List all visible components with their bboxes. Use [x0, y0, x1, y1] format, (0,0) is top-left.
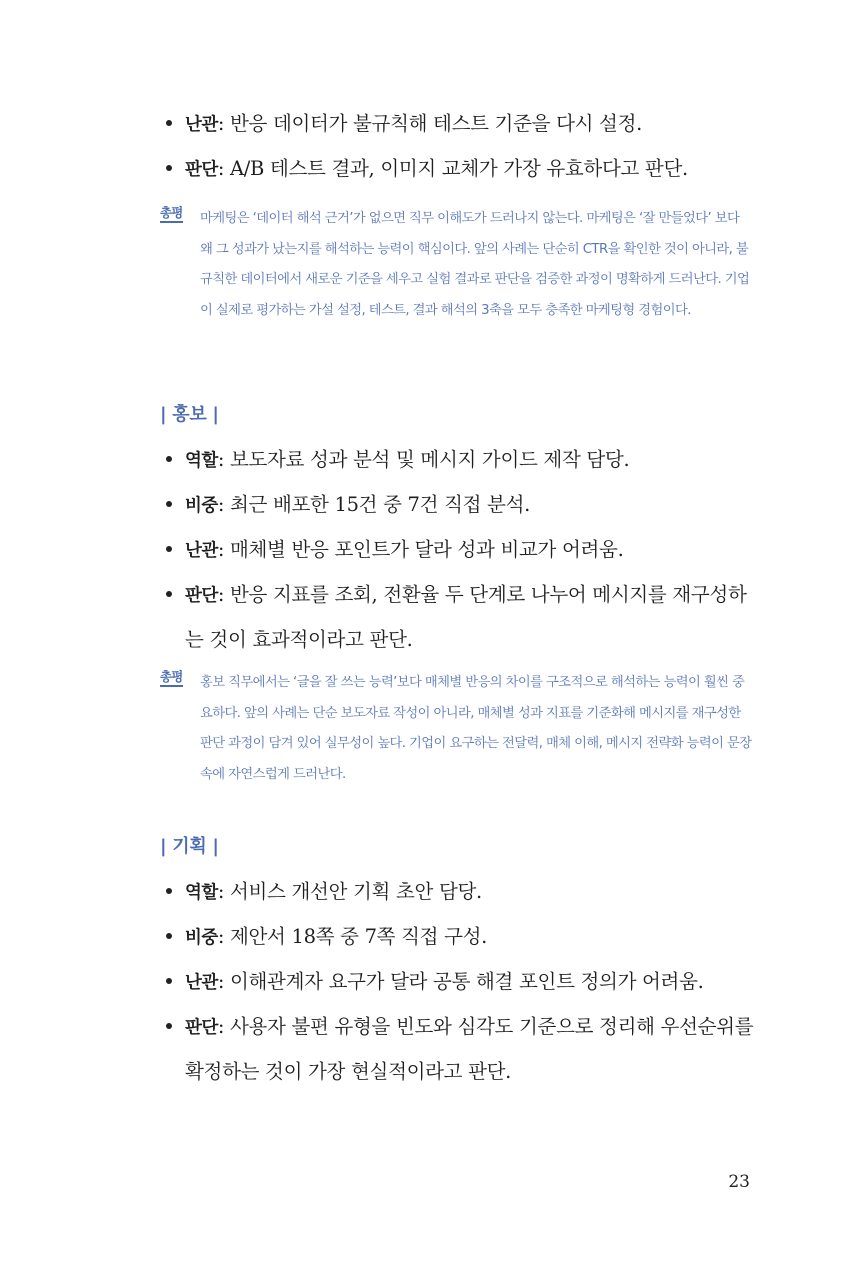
bullet-list-marketing: [163, 102, 763, 192]
bullet-item: [163, 483, 763, 528]
bullet-list-plan: [163, 870, 763, 1093]
section-heading-plan: | 기획 |: [160, 836, 219, 857]
review-text: 마케팅은 ‘데이터 해석 근거’가 없으면 직무 이해도가 드러나지 않는다. 마케팅은 ‘잘 만들었다’ 보다 왜 그 성과가 났는지를 해석하는 능력이 핵심이다. 앞의 사례는 단순히 CTR을 확인한 것이 아니라, 불규칙한 데이터에서 새로운 기준을 세우고 실험 결과로 판단을 검증한 과정이 명확하게 드러난다. 기업이 실제로 평가하는 가설 설정, 테스트, 결과 해석의 3축을 모두 충족한 마케팅형 경험이다.: [200, 211, 750, 318]
bullet-text: : A/B 테스트 결과, 이미지 교체가 가장 유효하다고 판단.: [217, 157, 688, 180]
bullet-text: : 매체별 반응 포인트가 달라 성과 비교가 어려움.: [217, 538, 624, 561]
review-box-marketing: [160, 204, 755, 326]
bullet-dot: [166, 978, 172, 984]
bullet-item: [163, 870, 763, 915]
bullet-dot: [166, 888, 172, 894]
review-tag: 총평: [160, 670, 183, 687]
bullet-text: : 제안서 18쪽 중 7쪽 직접 구성.: [217, 925, 488, 948]
section-title: 기획: [172, 836, 207, 857]
bullet-text: : 보도자료 성과 분석 및 메시지 가이드 제작 담당.: [217, 448, 630, 471]
bullet-label: 비중: [185, 496, 218, 516]
bullet-label: 역할: [185, 883, 218, 903]
bullet-label: 비중: [185, 928, 218, 948]
bullet-list-pr: [163, 438, 763, 661]
bullet-item: [163, 573, 763, 661]
section-heading-pr: | 홍보 |: [160, 404, 219, 425]
bullet-text: : 서비스 개선안 기획 초안 담당.: [217, 880, 482, 903]
bullet-text: : 반응 데이터가 불규칙해 테스트 기준을 다시 설정.: [217, 112, 643, 135]
bullet-item: [163, 147, 763, 192]
bullet-text: : 반응 지표를 조회, 전환율 두 단계로 나누어 메시지를 재구성하는 것이 효과적이라고 판단.: [185, 583, 747, 651]
bullet-dot: [166, 1023, 172, 1029]
bullet-label: 역할: [185, 451, 218, 471]
bullet-dot: [166, 546, 172, 552]
bullet-text: : 사용자 불편 유형을 빈도와 심각도 기준으로 정리해 우선순위를 확정하는 것이 가장 현실적이라고 판단.: [185, 1015, 754, 1083]
bullet-text: : 이해관계자 요구가 달라 공통 해결 포인트 정의가 어려움.: [217, 970, 704, 993]
bullet-dot: [166, 165, 172, 171]
review-text: 홍보 직무에서는 ‘글을 잘 쓰는 능력’보다 매체별 반응의 차이를 구조적으로 해석하는 능력이 훨씬 중요하다. 앞의 사례는 단순 보도자료 작성이 아니라, 매체별 성과 지표를 기준화해 메시지를 재구성한 판단 과정이 담겨 있어 실무성이 높다. 기업이 요구하는 전달력, 매체 이해, 메시지 전략화 능력이 문장 속에 자연스럽게 드러난다.: [200, 675, 752, 782]
bullet-dot: [166, 120, 172, 126]
bullet-item: [163, 438, 763, 483]
bullet-item: [163, 528, 763, 573]
review-box-pr: [160, 668, 755, 790]
bullet-label: 난관: [185, 115, 218, 135]
bullet-text: : 최근 배포한 15건 중 7건 직접 분석.: [217, 493, 531, 516]
bullet-item: [163, 102, 763, 147]
bullet-item: [163, 915, 763, 960]
bullet-dot: [166, 591, 172, 597]
bullet-item: [163, 1005, 763, 1093]
bullet-label: 판단: [185, 586, 218, 606]
page-number: 23: [728, 1172, 750, 1192]
bullet-dot: [166, 933, 172, 939]
bullet-label: 판단: [185, 160, 218, 180]
bullet-dot: [166, 501, 172, 507]
review-tag: 총평: [160, 206, 183, 223]
section-title: 홍보: [172, 404, 207, 425]
bullet-label: 난관: [185, 541, 218, 561]
bullet-label: 판단: [185, 1018, 218, 1038]
bullet-item: [163, 960, 763, 1005]
bullet-dot: [166, 456, 172, 462]
bullet-label: 난관: [185, 973, 218, 993]
